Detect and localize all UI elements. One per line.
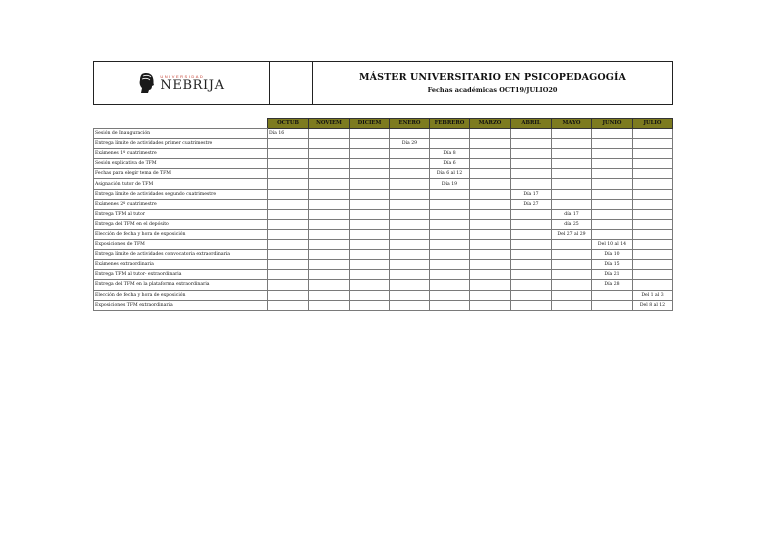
month-header: ABRIL xyxy=(511,119,552,129)
date-cell: Del 27 al 29 xyxy=(552,229,592,239)
table-row xyxy=(94,280,673,290)
date-cell xyxy=(350,280,390,290)
date-cell xyxy=(511,169,552,179)
date-cell: Día 19 xyxy=(430,179,470,189)
date-cell xyxy=(268,159,309,169)
date-cell xyxy=(268,139,309,149)
date-cell xyxy=(511,149,552,159)
date-cell xyxy=(592,229,633,239)
date-cell xyxy=(309,290,350,300)
month-header: JUNIO xyxy=(592,119,633,129)
date-cell xyxy=(309,189,350,199)
date-cell xyxy=(552,300,592,310)
date-cell xyxy=(268,199,309,209)
date-cell xyxy=(633,199,673,209)
date-cell xyxy=(552,280,592,290)
date-cell xyxy=(470,169,511,179)
date-cell xyxy=(309,199,350,209)
date-cell xyxy=(511,280,552,290)
date-cell xyxy=(470,159,511,169)
date-cell xyxy=(430,290,470,300)
date-cell xyxy=(350,270,390,280)
event-label: Exposiciones TFM extraordinaria xyxy=(94,300,268,310)
date-cell xyxy=(552,129,592,139)
date-cell xyxy=(592,290,633,300)
date-cell: día 25 xyxy=(552,219,592,229)
date-cell xyxy=(511,129,552,139)
event-label: Entrega límite de actividades primer cuatrimestre xyxy=(94,139,268,149)
date-cell xyxy=(390,169,430,179)
date-cell xyxy=(350,129,390,139)
date-cell xyxy=(592,149,633,159)
logo-cell xyxy=(94,62,270,104)
date-cell xyxy=(309,300,350,310)
table-row xyxy=(94,260,673,270)
date-cell xyxy=(470,229,511,239)
event-label: Exámenes 1º cuatrimestre xyxy=(94,149,268,159)
date-cell xyxy=(390,290,430,300)
date-cell xyxy=(552,270,592,280)
date-cell xyxy=(470,129,511,139)
blank-header-cell xyxy=(270,62,313,104)
date-cell xyxy=(633,129,673,139)
date-cell xyxy=(390,179,430,189)
date-cell xyxy=(633,209,673,219)
date-cell: día 17 xyxy=(552,209,592,219)
date-cell: Del 1 al 3 xyxy=(633,290,673,300)
date-cell xyxy=(430,250,470,260)
event-label: Exámenes extraordinaria xyxy=(94,260,268,270)
date-cell xyxy=(350,290,390,300)
event-label: Entrega límite de actividades convocatoria extraordinaria xyxy=(94,250,268,260)
date-cell xyxy=(430,240,470,250)
date-cell xyxy=(470,209,511,219)
event-label: Asignación tutor de TFM xyxy=(94,179,268,189)
date-cell xyxy=(350,219,390,229)
month-header-row xyxy=(94,119,673,129)
date-cell xyxy=(390,189,430,199)
date-cell xyxy=(511,209,552,219)
date-cell xyxy=(633,250,673,260)
date-cell xyxy=(268,189,309,199)
table-row xyxy=(94,149,673,159)
document-header xyxy=(93,61,673,105)
table-row xyxy=(94,290,673,300)
date-cell xyxy=(268,209,309,219)
date-cell: Día 16 xyxy=(268,129,309,139)
date-cell xyxy=(309,159,350,169)
month-header: MARZO xyxy=(470,119,511,129)
date-cell xyxy=(430,139,470,149)
date-cell xyxy=(633,260,673,270)
date-cell xyxy=(552,260,592,270)
date-cell xyxy=(470,280,511,290)
date-cell xyxy=(511,240,552,250)
date-cell: Día 28 xyxy=(592,280,633,290)
date-cell xyxy=(592,179,633,189)
date-cell xyxy=(552,240,592,250)
event-label: Entrega TFM al tutor xyxy=(94,209,268,219)
table-row xyxy=(94,240,673,250)
date-cell xyxy=(390,300,430,310)
event-label: Fechas para elegir tema de TFM xyxy=(94,169,268,179)
date-cell xyxy=(633,240,673,250)
date-cell xyxy=(350,209,390,219)
logo-big-text: NEBRIJA xyxy=(160,78,225,93)
date-cell xyxy=(633,270,673,280)
month-header: ENERO xyxy=(390,119,430,129)
date-cell: Día 17 xyxy=(511,189,552,199)
date-cell xyxy=(430,229,470,239)
date-cell xyxy=(552,149,592,159)
academic-calendar-table xyxy=(93,118,673,311)
university-logo xyxy=(138,72,224,94)
date-cell xyxy=(309,280,350,290)
table-row xyxy=(94,179,673,189)
event-label: Elección de fecha y hora de exposición xyxy=(94,290,268,300)
date-cell xyxy=(309,209,350,219)
date-cell xyxy=(470,219,511,229)
date-cell xyxy=(552,179,592,189)
date-cell xyxy=(350,169,390,179)
date-cell xyxy=(430,189,470,199)
month-header: OCTUB xyxy=(268,119,309,129)
date-cell: Día 6 xyxy=(430,159,470,169)
date-cell xyxy=(592,169,633,179)
empty-header-cell xyxy=(94,119,268,129)
date-cell xyxy=(552,189,592,199)
date-cell xyxy=(268,219,309,229)
table-row xyxy=(94,219,673,229)
date-cell xyxy=(309,129,350,139)
date-cell xyxy=(309,169,350,179)
date-cell xyxy=(350,149,390,159)
table-row xyxy=(94,169,673,179)
date-cell xyxy=(470,250,511,260)
date-cell xyxy=(592,159,633,169)
logo-small-text: UNIVERSIDAD xyxy=(160,74,205,79)
date-cell xyxy=(390,270,430,280)
date-cell xyxy=(350,199,390,209)
date-cell xyxy=(430,199,470,209)
date-cell xyxy=(552,199,592,209)
date-cell xyxy=(633,169,673,179)
date-cell xyxy=(430,300,470,310)
date-cell: Día 8 xyxy=(430,149,470,159)
date-cell: Día 15 xyxy=(592,260,633,270)
event-label: Entrega del TFM en el depósito xyxy=(94,219,268,229)
date-cell xyxy=(390,149,430,159)
table-row xyxy=(94,129,673,139)
date-cell xyxy=(350,240,390,250)
table-row xyxy=(94,300,673,310)
date-cell xyxy=(633,159,673,169)
date-cell xyxy=(633,139,673,149)
date-cell: Del 8 al 12 xyxy=(633,300,673,310)
date-cell xyxy=(268,290,309,300)
date-cell: Día 21 xyxy=(592,270,633,280)
table-row xyxy=(94,270,673,280)
date-cell xyxy=(309,219,350,229)
date-cell: Día 27 xyxy=(511,199,552,209)
date-cell xyxy=(511,270,552,280)
date-cell xyxy=(592,219,633,229)
date-cell xyxy=(470,179,511,189)
date-cell xyxy=(511,300,552,310)
date-cell xyxy=(309,260,350,270)
table-row xyxy=(94,250,673,260)
date-cell xyxy=(350,260,390,270)
date-cell xyxy=(511,250,552,260)
date-cell: Día 29 xyxy=(390,139,430,149)
event-label: Entrega TFM al tutor- extraordinaria xyxy=(94,270,268,280)
date-cell xyxy=(268,250,309,260)
date-cell xyxy=(470,189,511,199)
date-cell: Día 10 xyxy=(592,250,633,260)
date-cell xyxy=(350,139,390,149)
date-cell xyxy=(268,300,309,310)
table-row xyxy=(94,229,673,239)
date-cell xyxy=(350,179,390,189)
date-cell xyxy=(633,280,673,290)
date-cell xyxy=(552,139,592,149)
date-cell xyxy=(552,169,592,179)
date-cell xyxy=(309,139,350,149)
date-cell xyxy=(470,149,511,159)
date-cell xyxy=(268,240,309,250)
title-cell xyxy=(313,62,672,104)
date-cell xyxy=(268,229,309,239)
date-cell xyxy=(350,300,390,310)
date-cell xyxy=(511,229,552,239)
month-header: NOVIEM xyxy=(309,119,350,129)
date-cell xyxy=(390,209,430,219)
event-label: Sesión de Inauguración xyxy=(94,129,268,139)
date-cell xyxy=(552,250,592,260)
event-label: Entrega límite de actividades segundo cuatrimestre xyxy=(94,189,268,199)
date-cell xyxy=(633,219,673,229)
calendar-body xyxy=(94,129,673,311)
date-cell xyxy=(511,139,552,149)
date-cell xyxy=(430,280,470,290)
date-cell xyxy=(592,139,633,149)
date-cell xyxy=(511,260,552,270)
date-cell xyxy=(633,189,673,199)
date-cell xyxy=(268,169,309,179)
event-label: Exposiciones de TFM xyxy=(94,240,268,250)
date-cell xyxy=(470,290,511,300)
date-cell xyxy=(470,270,511,280)
event-label: Elección de fecha y hora de exposición xyxy=(94,229,268,239)
date-cell xyxy=(470,139,511,149)
date-cell: Del 10 al 14 xyxy=(592,240,633,250)
date-cell xyxy=(552,159,592,169)
date-cell xyxy=(268,280,309,290)
event-label: Sesión explicativa de TFM xyxy=(94,159,268,169)
table-row xyxy=(94,159,673,169)
date-cell xyxy=(390,159,430,169)
date-cell xyxy=(430,260,470,270)
page-subtitle: Fechas académicas OCT19/JULIO20 xyxy=(427,86,558,94)
date-cell xyxy=(470,260,511,270)
date-cell xyxy=(390,229,430,239)
date-cell xyxy=(390,240,430,250)
date-cell xyxy=(268,179,309,189)
date-cell xyxy=(309,179,350,189)
date-cell xyxy=(390,219,430,229)
date-cell xyxy=(390,199,430,209)
date-cell xyxy=(390,250,430,260)
date-cell xyxy=(592,300,633,310)
month-header: DICIEM xyxy=(350,119,390,129)
date-cell xyxy=(470,240,511,250)
date-cell xyxy=(309,229,350,239)
date-cell xyxy=(633,229,673,239)
date-cell xyxy=(470,199,511,209)
date-cell xyxy=(268,149,309,159)
date-cell xyxy=(390,280,430,290)
date-cell xyxy=(350,250,390,260)
date-cell xyxy=(350,159,390,169)
date-cell xyxy=(430,209,470,219)
date-cell xyxy=(309,270,350,280)
date-cell xyxy=(390,129,430,139)
date-cell xyxy=(552,290,592,300)
date-cell xyxy=(268,270,309,280)
date-cell xyxy=(633,149,673,159)
nebrija-head-icon xyxy=(138,72,156,94)
event-label: Exámenes 2º cuatrimestre xyxy=(94,199,268,209)
table-row xyxy=(94,209,673,219)
date-cell xyxy=(511,159,552,169)
date-cell xyxy=(592,129,633,139)
date-cell xyxy=(309,240,350,250)
date-cell xyxy=(592,189,633,199)
date-cell xyxy=(430,129,470,139)
month-header: FEBRERO xyxy=(430,119,470,129)
date-cell xyxy=(592,199,633,209)
month-header: JULIO xyxy=(633,119,673,129)
date-cell xyxy=(511,179,552,189)
date-cell xyxy=(430,270,470,280)
table-row xyxy=(94,139,673,149)
date-cell xyxy=(350,189,390,199)
page-title: MÁSTER UNIVERSITARIO EN PSICOPEDAGOGÍA xyxy=(359,72,626,83)
date-cell xyxy=(268,260,309,270)
date-cell xyxy=(309,250,350,260)
date-cell xyxy=(350,229,390,239)
date-cell xyxy=(309,149,350,159)
date-cell xyxy=(633,179,673,189)
date-cell xyxy=(390,260,430,270)
event-label: Entrega del TFM en la plataforma extraordinaria xyxy=(94,280,268,290)
table-row xyxy=(94,199,673,209)
date-cell xyxy=(592,209,633,219)
date-cell xyxy=(470,300,511,310)
date-cell xyxy=(430,219,470,229)
date-cell xyxy=(511,219,552,229)
month-header: MAYO xyxy=(552,119,592,129)
table-row xyxy=(94,189,673,199)
date-cell: Día 6 al 12 xyxy=(430,169,470,179)
date-cell xyxy=(511,290,552,300)
